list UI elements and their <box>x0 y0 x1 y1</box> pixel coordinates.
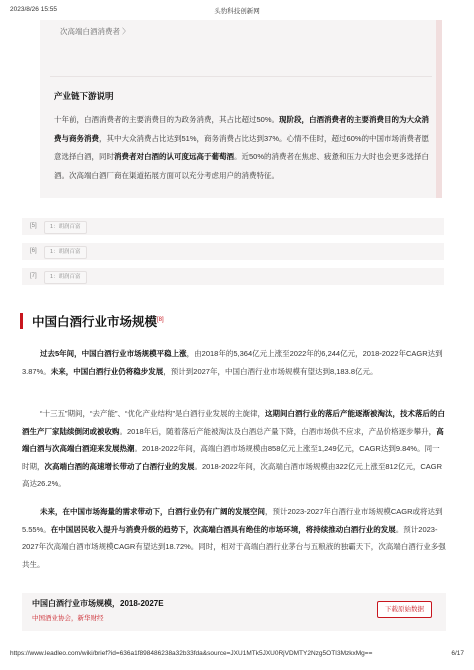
body-text: 。2018-2022年间，次高端白酒市场规模由322亿元上涨至812亿元，CAGR高达26.2%。 <box>22 461 443 488</box>
reference-7 <box>22 268 444 285</box>
chain-body <box>54 111 430 185</box>
reference-source-tag[interactable]: 1：胡润百富 <box>44 221 87 234</box>
body-text: ，预计2023-2027年白酒行业市场规模CAGR或将达到5.55%。 <box>22 507 443 534</box>
emphasis-text: 过去5年间，中国白酒行业市场规模平稳上涨 <box>40 349 187 358</box>
section-title-text: 中国白酒行业市场规模 <box>32 315 158 330</box>
page-number: 6/17 <box>451 650 464 657</box>
emphasis-text: 次高端白酒的高速增长带动了白酒行业的发展 <box>44 461 195 471</box>
paragraph-capacity-reform <box>22 405 446 493</box>
reference-source-tag[interactable]: 1：胡润百富 <box>44 246 87 259</box>
print-header <box>0 6 474 18</box>
body-text: 。2018-2022年间，高端白酒市场规模由858亿元上涨至1,249亿元，CAGR达到9.84%。同一时期， <box>22 444 440 471</box>
body-text: 。近50%的消费者在焦虑、疲惫和压力大时也会更多选择白酒。次高端白酒厂商在渠道拓展方面可以充分考虑用户的消费特征。 <box>54 152 430 180</box>
card-accent-bar <box>436 20 442 198</box>
download-data-button[interactable]: 下载原始数据 <box>377 601 432 618</box>
emphasis-text: 高端白酒与次高端白酒迎来发展热潮 <box>22 426 444 453</box>
body-text: 。2018年后，随着落后产能被淘汰及白酒总产量下降，白酒市场供不应求，产品价格逐步攀升， <box>119 426 437 436</box>
reference-5 <box>22 218 444 235</box>
emphasis-text: 消费者对白酒的认可度远高于葡萄酒 <box>114 152 234 161</box>
consumer-link[interactable]: 次高端白酒消费者 〉 <box>60 27 130 36</box>
emphasis-text: 未来，中国白酒行业仍将稳步发展 <box>50 366 164 376</box>
emphasis-text: 这期间白酒行业的落后产能逐渐被淘汰，技术落后的白酒生产厂家陆续倒闭或被收购 <box>22 409 445 436</box>
industry-chain-card <box>40 20 442 198</box>
emphasis-text: 在中国居民收入提升与消费升级的趋势下，次高端白酒具有绝佳的市场环境，将持续推动白酒行业的发展 <box>50 524 396 534</box>
reference-number: [6] <box>30 248 37 254</box>
body-text: 。预计2023-2027年次高端白酒市场规模CAGR有望达到18.72%。同时，相对于高端白酒行业茅台与五粮液的独霸天下，次高端白酒行业多强共生。 <box>22 524 446 569</box>
reference-number: [5] <box>30 223 37 229</box>
chart-card-source[interactable]: 中国酒业协会，新华财经 <box>32 615 104 622</box>
chart-card-title: 中国白酒行业市场规模，2018-2027E <box>32 599 164 608</box>
card-divider <box>50 76 432 77</box>
print-footer <box>0 650 474 662</box>
chain-title: 产业链下游说明 <box>54 91 114 101</box>
reference-6 <box>22 243 444 260</box>
print-datetime: 2023/8/26 15:55 <box>10 6 57 13</box>
emphasis-text: 现阶段，白酒消费者的主要消费目的为大众消费与商务消费 <box>54 115 430 143</box>
section-citation[interactable]: [8] <box>157 317 164 323</box>
body-text: ，其中大众消费占比达到51%，商务消费占比达到37%。心情不佳时，超过60%的中国市场消费者愿意选择白酒，同时 <box>54 133 430 161</box>
paragraph-future-outlook <box>22 503 446 573</box>
reference-number: [7] <box>30 273 37 279</box>
emphasis-text: 未来，在中国市场海量的需求带动下，白酒行业仍有广阔的发展空间 <box>40 507 265 516</box>
reference-source-tag[interactable]: 1：胡润百富 <box>44 271 87 284</box>
section-title <box>20 313 164 329</box>
body-text: 十年前，白酒消费者的主要消费目的为政务消费，其占比超过50%。 <box>54 115 280 124</box>
print-site-name: 头豹科技创新网 <box>214 8 260 15</box>
chart-card <box>22 593 446 631</box>
paragraph-market-growth <box>22 345 446 380</box>
print-url: https://www.leadleo.com/wiki/brief?id=636a1f898486238a32b33fda&source=JXU1MTk5JXU0RjVDMTY2Nzg5OTI3MzkxMg== <box>10 650 373 657</box>
body-text: “十三五”期间，“去产能”、“优化产业结构”是白酒行业发展的主旋律， <box>40 409 265 418</box>
body-text: ，预计到2027年，中国白酒行业市场规模有望达到8,183.8亿元。 <box>163 366 378 376</box>
body-text: ，由2018年的5,364亿元上涨至2022年的6,244亿元，2018-2022年CAGR达到3.87%。 <box>22 349 443 376</box>
